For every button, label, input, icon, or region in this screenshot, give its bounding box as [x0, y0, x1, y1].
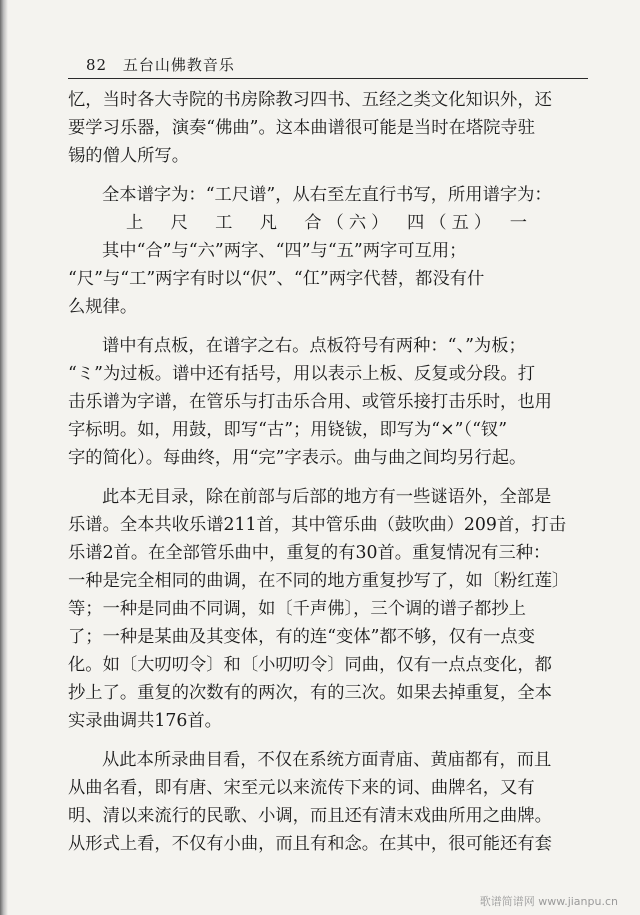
site-watermark: 歌谱简谱网 www.jianpu.cn — [479, 895, 618, 908]
text-line: “ミ”为过板。谱中还有括号，用以表示上板、反复或分段。打 — [68, 364, 535, 384]
text-line: 乐谱。全本共收乐谱211首，其中管乐曲（鼓吹曲）209首，打击 — [68, 515, 567, 535]
text-line: 忆，当时各大寺院的书房除教习四书、五经之类文化知识外，还 — [68, 90, 552, 110]
page-number: 82 — [86, 56, 108, 74]
page-binding-shadow — [0, 0, 8, 915]
text-line: 从形式上看，不仅有小曲，而且有和念。在其中，很可能还有套 — [68, 834, 552, 854]
text-line: 从曲名看，即有唐、宋至元以来流传下来的词、曲牌名，又有 — [68, 778, 535, 798]
text-line: 击乐谱为字谱，在管乐与打击乐合用、或管乐接打击乐时，也用 — [68, 392, 552, 412]
body-text — [68, 86, 588, 858]
text-line: 等；一种是同曲不同调，如〔千声佛〕，三个调的谱子都抄上 — [68, 599, 526, 619]
text-line: 明、清以来流行的民歌、小调，而且还有清末戏曲所用之曲牌。 — [68, 806, 552, 826]
text-line: 实录曲调共176首。 — [68, 711, 222, 731]
header-rule — [68, 78, 588, 79]
text-line: 乐谱2首。在全部管乐曲中，重复的有30首。重复情况有三种： — [68, 543, 551, 563]
text-line: 么规律。 — [68, 297, 138, 317]
notation-characters-line: 上 尺 工 凡 合（六） 四（五） 一 — [126, 213, 533, 233]
text-line: 一种是完全相同的曲调，在不同的地方重复抄写了，如〔粉红莲〕 — [68, 571, 570, 591]
running-header — [86, 54, 235, 75]
text-line: 了；一种是某曲及其变体，有的连“变体”都不够，仅有一点变 — [68, 627, 535, 647]
text-line: 抄上了。重复的次数有的两次，有的三次。如果去掉重复，全本 — [68, 683, 552, 703]
text-line: 全本谱字为：“工尺谱”，从右至左直行书写，所用谱字为： — [102, 185, 552, 205]
text-line: 此本无目录，除在前部与后部的地方有一些谜语外，全部是 — [102, 487, 552, 507]
book-title: 五台山佛教音乐 — [122, 56, 235, 74]
text-line: 要学习乐器，演奏“佛曲”。这本曲谱很可能是当时在塔院寺驻 — [68, 118, 535, 138]
text-line: 从此本所录曲目看，不仅在系统方面青庙、黄庙都有，而且 — [102, 750, 552, 770]
text-line: 字的简化）。每曲终，用“完”字表示。曲与曲之间均另行起。 — [68, 448, 527, 468]
text-line: 锡的僧人所写。 — [68, 146, 189, 166]
text-line: 字标明。如，用鼓，即写“古”；用铙钹，即写为“×”（“钗” — [68, 420, 508, 440]
text-line: “尺”与“工”两字有时以“伬”、“仜”两字代替，都没有什 — [68, 269, 485, 289]
text-line: 化。如〔大叨叨令〕和〔小叨叨令〕同曲，仅有一点点变化，都 — [68, 655, 552, 675]
text-line: 谱中有点板，在谱字之右。点板符号有两种：“、”为板； — [102, 336, 526, 356]
text-line: 其中“合”与“六”两字、“四”与“五”两字可互用； — [102, 241, 467, 261]
